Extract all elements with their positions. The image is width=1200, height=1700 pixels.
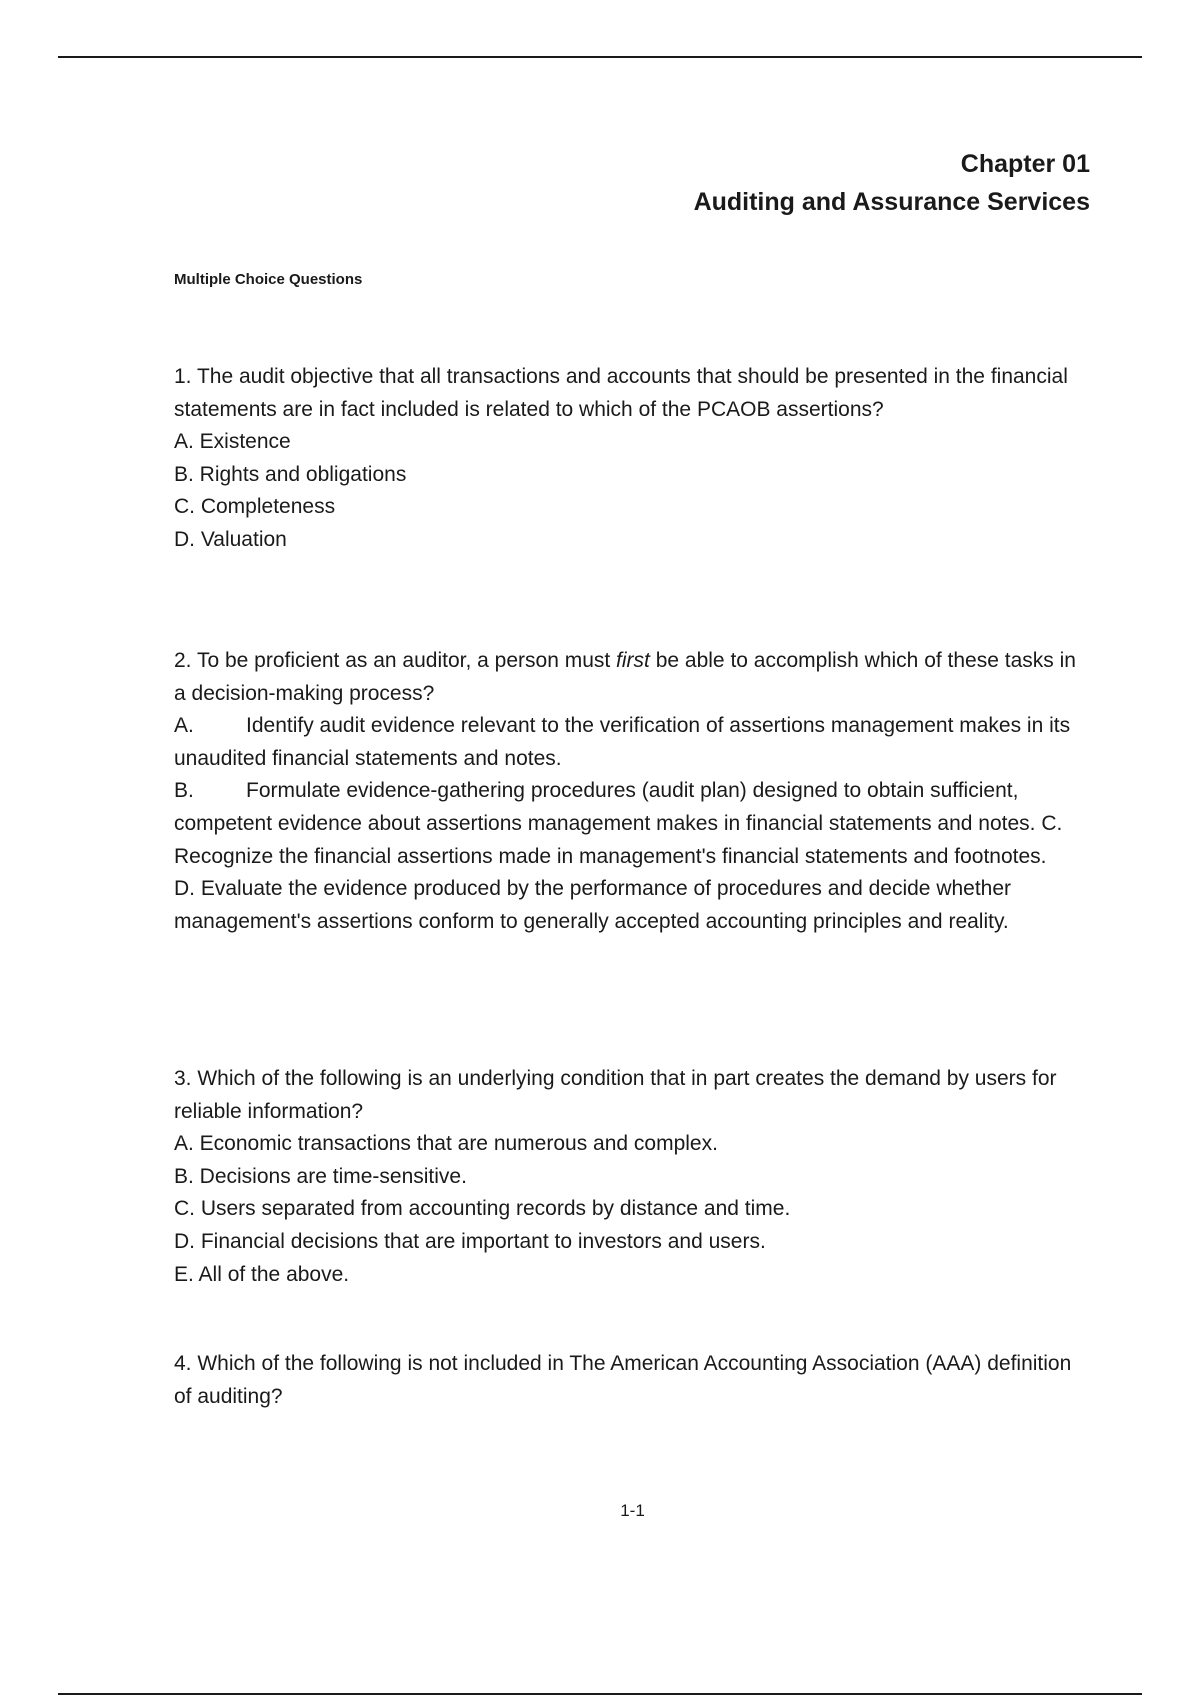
question-4: [174, 1348, 1092, 1413]
option-letter: B.: [174, 779, 194, 803]
section-label: Multiple Choice Questions: [174, 271, 363, 288]
question-2: [174, 645, 1092, 938]
question-1: [174, 361, 1092, 557]
question-2-stem: 2. To be proficient as an auditor, a person must first be able to accomplish which of these tasks in a decision-making process?: [174, 649, 1076, 705]
question-3-option-b: B. Decisions are time-sensitive.: [174, 1164, 467, 1188]
question-1-option-b: B. Rights and obligations: [174, 462, 407, 486]
question-4-stem: 4. Which of the following is not included in The American Accounting Association (AAA) definition of auditing?: [174, 1352, 1072, 1408]
page-number: 1-1: [620, 1501, 645, 1520]
chapter-title: Auditing and Assurance Services: [693, 188, 1090, 216]
question-1-option-a: A. Existence: [174, 430, 291, 454]
question-2-option-b: B. Formulate evidence-gathering procedures (audit plan) designed to obtain sufficient, competent evidence about assertions management makes in financial statements and notes. C. Recognize the financial assertions made in management's financial statements and footnotes.: [174, 775, 1092, 873]
question-3-option-a: A. Economic transactions that are numerous and complex.: [174, 1132, 718, 1156]
top-rule: [58, 56, 1142, 58]
question-3-option-e: E. All of the above.: [174, 1262, 350, 1286]
chapter-number: Chapter 01: [960, 150, 1090, 178]
question-3-option-d: D. Financial decisions that are important to investors and users.: [174, 1229, 766, 1253]
question-1-option-d: D. Valuation: [174, 527, 287, 551]
option-letter: A.: [174, 714, 194, 738]
question-3: [174, 1063, 1092, 1291]
question-3-option-c: C. Users separated from accounting records by distance and time.: [174, 1197, 791, 1221]
question-3-stem: 3. Which of the following is an underlying condition that in part creates the demand by users for reliable information?: [174, 1067, 1057, 1123]
bottom-rule: [58, 1693, 1142, 1695]
emphasis-first: first: [616, 649, 650, 672]
question-2-option-a: A. Identify audit evidence relevant to the verification of assertions management makes in its unaudited financial statements and notes.: [174, 710, 1092, 775]
question-1-option-c: C. Completeness: [174, 495, 336, 519]
chapter-header: [694, 145, 1090, 221]
question-2-option-d: D. Evaluate the evidence produced by the performance of procedures and decide whether management's assertions conform to generally accepted accounting principles and reality.: [174, 877, 1012, 933]
question-1-stem: 1. The audit objective that all transactions and accounts that should be presented in the financial statements are in fact included is related to which of the PCAOB assertions?: [174, 365, 1068, 421]
